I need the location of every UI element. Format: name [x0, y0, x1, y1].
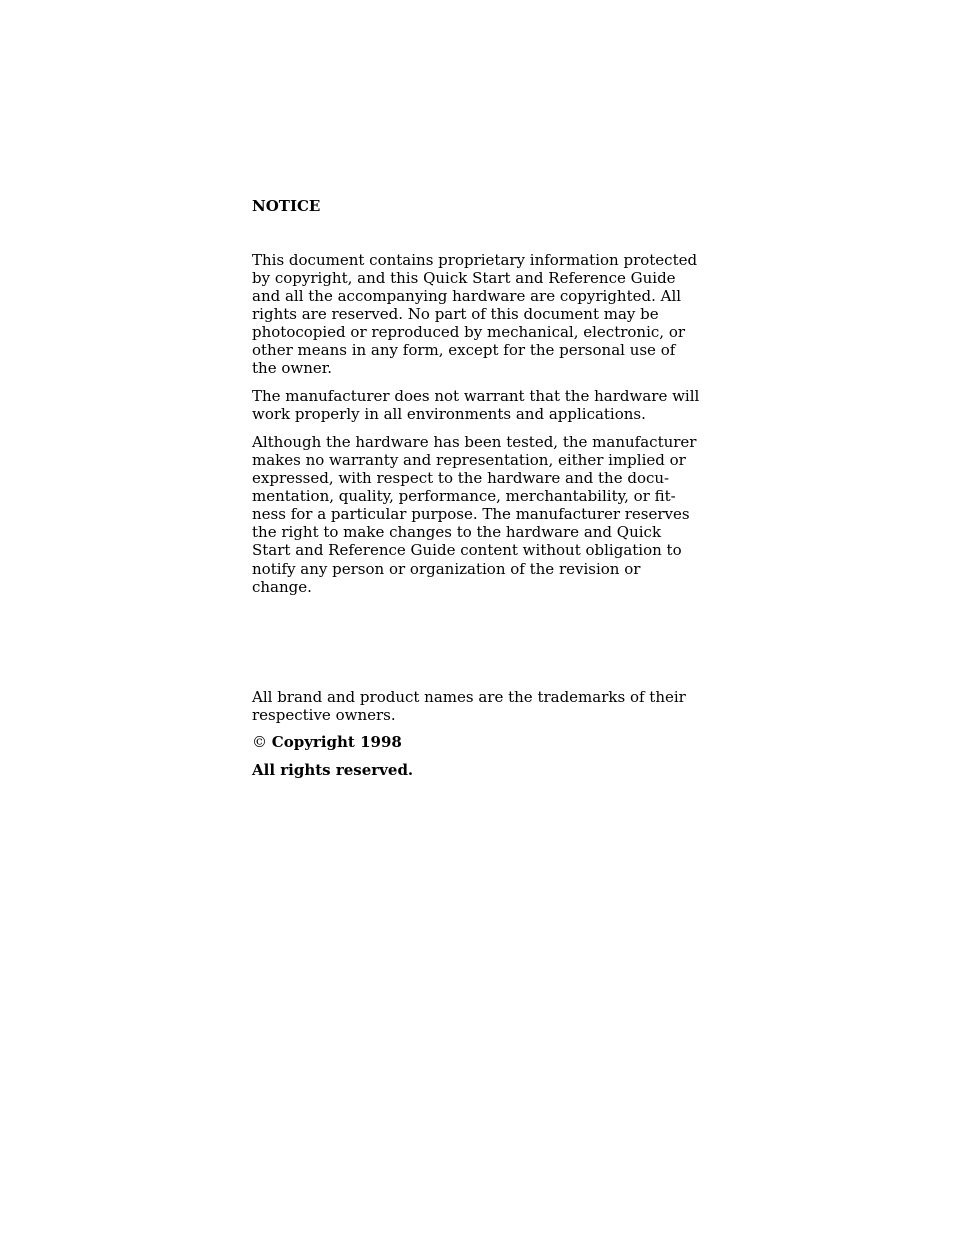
- paragraph-1-line-7: the owner.: [252, 359, 333, 377]
- trademark-line-1: All brand and product names are the trademarks of their: [252, 688, 686, 706]
- copyright-text: Copyright 1998: [271, 733, 402, 751]
- paragraph-3-line-1: Although the hardware has been tested, the manufacturer: [252, 433, 697, 451]
- paragraph-3-line-6: the right to make changes to the hardware and Quick: [252, 523, 662, 541]
- paragraph-1-line-2: by copyright, and this Quick Start and Reference Guide: [252, 269, 676, 287]
- paragraph-1-line-4: rights are reserved. No part of this document may be: [252, 305, 659, 323]
- paragraph-3-line-8: notify any person or organization of the revision or: [252, 560, 641, 578]
- copyright-symbol: ©: [252, 733, 267, 751]
- paragraph-3-line-7: Start and Reference Guide content without obligation to: [252, 541, 682, 559]
- rights-reserved: All rights reserved.: [252, 761, 414, 779]
- trademark-line-2: respective owners.: [252, 706, 396, 724]
- paragraph-1-line-6: other means in any form, except for the personal use of: [252, 341, 676, 359]
- paragraph-3-line-3: expressed, with respect to the hardware and the docu-: [252, 469, 670, 487]
- paragraph-2-line-1: The manufacturer does not warrant that the hardware will: [252, 387, 700, 405]
- paragraph-1-line-1: This document contains proprietary information protected: [252, 251, 698, 269]
- paragraph-1-line-5: photocopied or reproduced by mechanical, electronic, or: [252, 323, 686, 341]
- paragraph-3-line-2: makes no warranty and representation, either implied or: [252, 451, 686, 469]
- paragraph-1-line-3: and all the accompanying hardware are copyrighted. All: [252, 287, 682, 305]
- paragraph-3-line-5: ness for a particular purpose. The manufacturer reserves: [252, 505, 690, 523]
- paragraph-3-line-4: mentation, quality, performance, merchantability, or fit-: [252, 487, 676, 505]
- paragraph-3-line-9: change.: [252, 578, 312, 596]
- copyright-line: [252, 733, 402, 751]
- notice-heading: NOTICE: [252, 197, 321, 215]
- paragraph-2-line-2: work properly in all environments and applications.: [252, 405, 646, 423]
